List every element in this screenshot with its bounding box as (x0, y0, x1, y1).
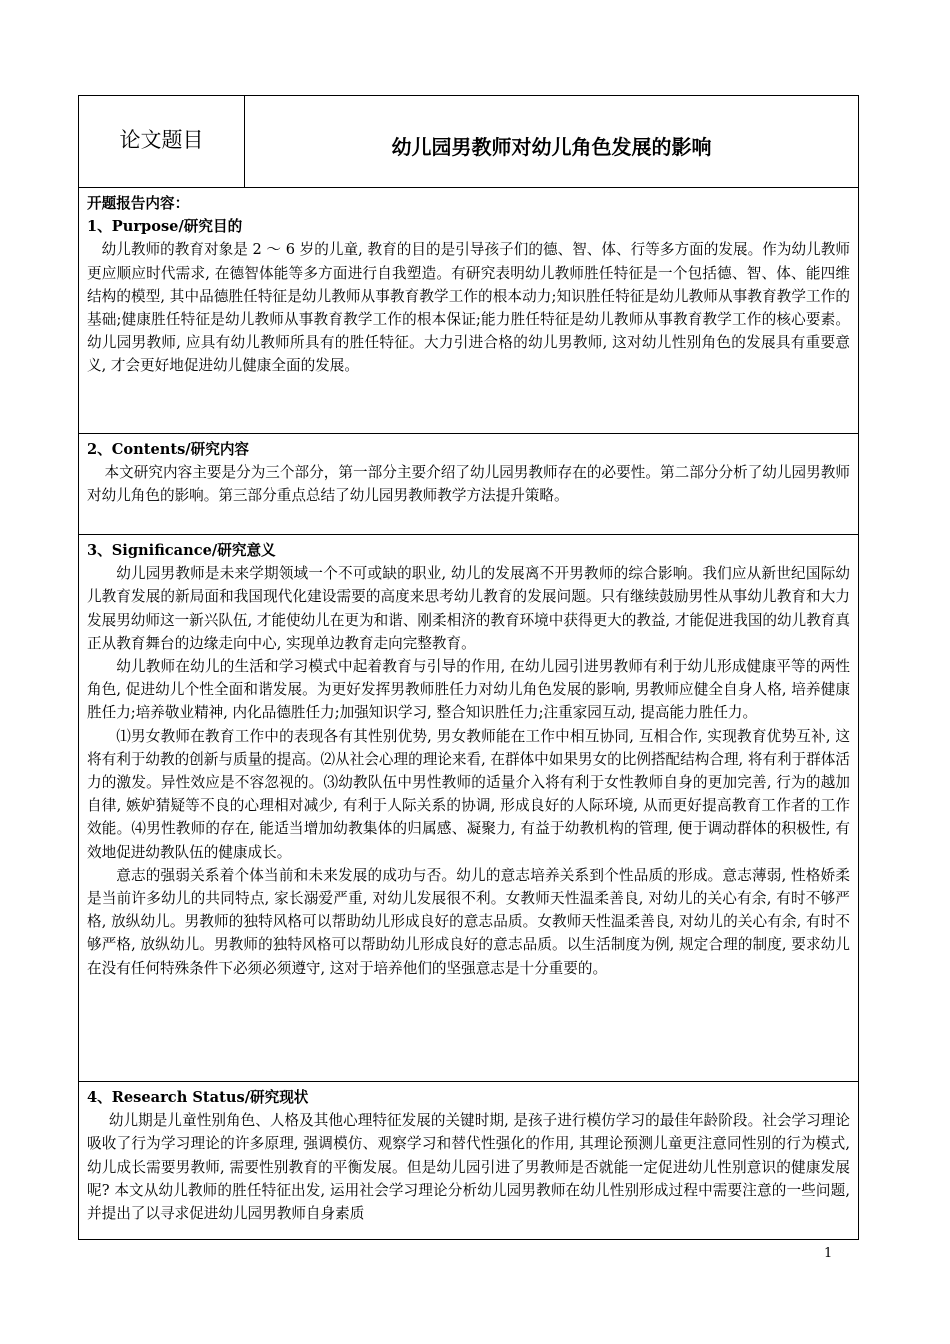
section-heading: 3、Significance/研究意义 (87, 542, 276, 559)
section-paragraph: 本文研究内容主要是分为三个部分，第一部分主要介绍了幼儿园男教师存在的必要性。第二部分分析了幼儿园男教师对幼儿角色的影响。第三部分重点总结了幼儿园男教师教学方法提升策略。 (87, 464, 850, 505)
section-contents (79, 434, 858, 535)
page-number: 1 (824, 1246, 833, 1261)
section-significance (79, 535, 858, 1082)
thesis-title-label: 论文题目 (79, 96, 245, 187)
section-heading: 4、Research Status/研究现状 (87, 1089, 309, 1106)
section-paragraph: 幼儿园男教师是未来学期领域一个不可或缺的职业, 幼儿的发展离不开男教师的综合影响。我们应从新世纪国际幼儿教育发展的新局面和我国现代化建设需要的高度来思考幼儿教育的发展问题。只有继续鼓励男性从事幼儿教育和大力发展男幼师这一新兴队伍, 才能使幼儿在更为和谐、刚柔相济的教育环境中获得更大的教益, 才能促进我国的幼儿教育真正从教育舞台的边缘走向中心, 实现单边教育走向完整教育。 (87, 565, 850, 652)
section-heading: 1、Purpose/研究目的 (87, 218, 243, 236)
report-header: 开题报告内容： (87, 195, 190, 212)
section-heading: 2、Contents/研究内容 (87, 441, 250, 458)
title-row (79, 96, 858, 188)
thesis-title: 幼儿园男教师对幼儿角色发展的影响 (391, 135, 712, 159)
section-paragraph: 幼儿教师的教育对象是 2 ～ 6 岁的儿童, 教育的目的是引导孩子们的德、智、体、行等多方面的发展。作为幼儿教师更应顺应时代需求, 在德智体能等多方面进行自我塑造。有研究表明幼儿教师胜任特征是一个包括德、智、体、能四维结构的模型, 其中品德胜任特征是幼儿教师从事教育教学工作的根本动力;知识胜任特征是幼儿教师从事教育教学工作的基础;健康胜任特征是幼儿教师从事教育教学工作的根本保证;能力胜任特征是幼儿教师从事教育教学工作的核心要素。幼儿园男教师, 应具有幼儿教师所具有的胜任特征。大力引进合格的幼儿男教师, 这对幼儿性别角色的发展具有重要意义, 才会更好地促进幼儿健康全面的发展。 (87, 241, 850, 375)
section-research-status (79, 1082, 858, 1239)
section-paragraph: 幼儿期是儿童性别角色、人格及其他心理特征发展的关键时期, 是孩子进行模仿学习的最佳年龄阶段。社会学习理论吸收了行为学习理论的许多原理, 强调模仿、观察学习和替代性强化的作用, 其理论预测儿童更注意同性别的行为模式, 幼儿成长需要男教师, 需要性别教育的平衡发展。但是幼儿园引进了男教师是否就能一定促进幼儿性别意识的健康发展呢? 本文从幼儿教师的胜任特征出发, 运用社会学习理论分析幼儿园男教师在幼儿性别形成过程中需要注意的一些问题, 并提出了以寻求促进幼儿园男教师自身素质 (87, 1112, 850, 1223)
section-purpose (79, 188, 858, 434)
section-paragraph: 幼儿教师在幼儿的生活和学习模式中起着教育与引导的作用, 在幼儿园引进男教师有利于幼儿形成健康平等的两性角色, 促进幼儿个性全面和谐发展。为更好发挥男教师胜任力对幼儿角色发展的影响, 男教师应健全自身人格, 培养健康胜任力;培养敬业精神, 内化品德胜任力;加强知识学习, 整合知识胜任力;注重家园互动, 提高能力胜任力。 (87, 658, 850, 722)
section-paragraph: 意志的强弱关系着个体当前和未来发展的成功与否。幼儿的意志培养关系到个性品质的形成。意志薄弱, 性格娇柔是当前许多幼儿的共同特点, 家长溺爱严重, 对幼儿发展很不利。女教师天性温柔善良, 对幼儿的关心有余, 有时不够严格, 放纵幼儿。男教师的独特风格可以帮助幼儿形成良好的意志品质。女教师天性温柔善良, 对幼儿的关心有余, 有时不够严格, 放纵幼儿。男教师的独特风格可以帮助幼儿形成良好的意志品质。以生活制度为例, 规定合理的制度, 要求幼儿在没有任何特殊条件下必须必须遵守, 这对于培养他们的坚强意志是十分重要的。 (87, 866, 850, 977)
proposal-table (78, 95, 859, 1240)
section-paragraph: ⑴男女教师在教育工作中的表现各有其性别优势, 男女教师能在工作中相互协同, 互相合作, 实现教育优势互补, 这将有利于幼教的创新与质量的提高。⑵从社会心理的理论来看, 在群体中如果男女的比例搭配结构合理, 将有利于群体活力的激发。异性效应是不容忽视的。⑶幼教队伍中男性教师的适量介入将有利于女性教师自身的更加完善, 行为的越加自律, 嫉妒猜疑等不良的心理相对减少, 有利于人际关系的协调, 形成良好的人际环境, 从而更好提高教育工作者的工作效能。⑷男性教师的存在, 能适当增加幼教集体的归属感、凝聚力, 有益于幼教机构的管理, 便于调动群体的积极性, 有效地促进幼教队伍的健康成长。 (87, 727, 850, 861)
